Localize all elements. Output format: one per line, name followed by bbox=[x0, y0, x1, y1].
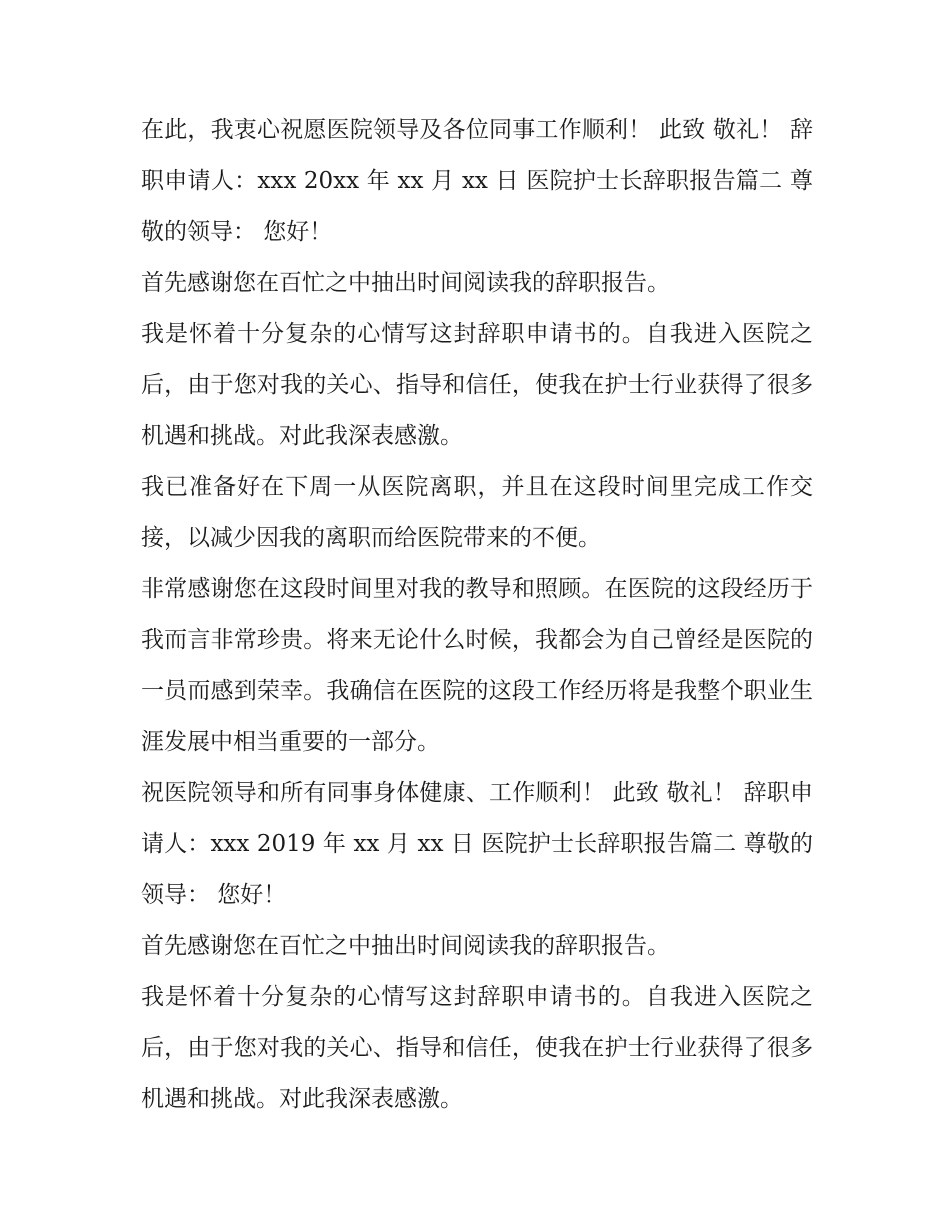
paragraph-thanks-2: 首先感谢您在百忙之中抽出时间阅读我的辞职报告。 bbox=[141, 933, 670, 959]
paragraph-feelings-1: 我是怀着十分复杂的心情写这封辞职申请书的。自我进入医院之后，由于您对我的关心、指导和信任，使我在护士行业获得了很多机遇和挑战。对此我深表感激。 bbox=[141, 321, 813, 449]
paragraph-closing-1: 在此，我衷心祝愿医院领导及各位同事工作顺利！ 此致 敬礼！ 辞职申请人：xxx 20xx 年 xx 月 xx 日 医院护士长辞职报告篇二 尊敬的领导： 您好！ bbox=[141, 117, 813, 245]
paragraph-handover: 我已准备好在下周一从医院离职，并且在这段时间里完成工作交接，以减少因我的离职而给医院带来的不便。 bbox=[141, 474, 813, 551]
paragraph-feelings-2: 我是怀着十分复杂的心情写这封辞职申请书的。自我进入医院之后，由于您对我的关心、指导和信任，使我在护士行业获得了很多机遇和挑战。对此我深表感激。 bbox=[141, 984, 813, 1112]
paragraph-gratitude: 非常感谢您在这段时间里对我的教导和照顾。在医院的这段经历于我而言非常珍贵。将来无论什么时候，我都会为自己曾经是医院的一员而感到荣幸。我确信在医院的这段工作经历将是我整个职业生涯发展中相当重要的一部分。 bbox=[141, 576, 813, 755]
paragraph-closing-2: 祝医院领导和所有同事身体健康、工作顺利！ 此致 敬礼！ 辞职申请人：xxx 2019 年 xx 月 xx 日 医院护士长辞职报告篇二 尊敬的领导： 您好！ bbox=[141, 780, 813, 908]
document-body bbox=[141, 105, 813, 1125]
paragraph-thanks-1: 首先感谢您在百忙之中抽出时间阅读我的辞职报告。 bbox=[141, 270, 670, 296]
